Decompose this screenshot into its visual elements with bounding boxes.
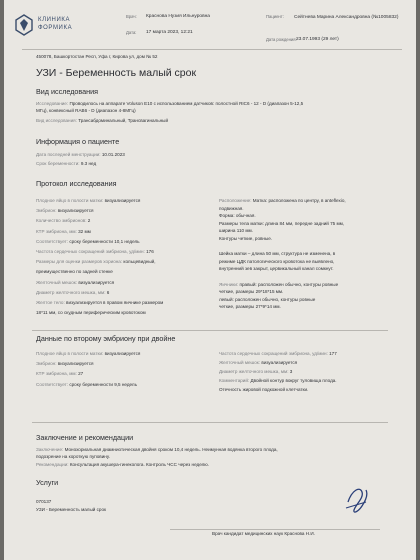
recommendation-label: Рекомендации: (36, 462, 69, 467)
row-value: внутренний зев закрыт, цервикальный канал сомкнут. (219, 266, 334, 272)
data-row (219, 228, 253, 234)
row-value: левый: расположен обычно, контуры ровные (219, 296, 316, 302)
section-patient-info: Информация о пациенте (36, 137, 120, 146)
row-value: 3 (289, 369, 293, 374)
row-value: 6 (106, 289, 110, 295)
row-label: Количество эмбрионов: (36, 218, 87, 224)
row-label: Желтое тело: (36, 300, 65, 305)
data-row (36, 371, 83, 377)
doctor-label: Врач: (126, 14, 137, 19)
conclusion-value: Монохориальная диамниотическая двойня сроком 10,4 недель. Неимунная водянка второго плода, (64, 447, 278, 452)
data-row (219, 360, 297, 366)
row-value: преимущественно по задней стенке (36, 269, 113, 275)
date-label: Дата: (126, 30, 137, 35)
data-row (36, 229, 91, 235)
recommendation-row (36, 462, 209, 468)
row-value: визуализируется в правом яичнике размером (66, 300, 164, 305)
data-row (219, 236, 272, 242)
divider-second-embryo (32, 330, 388, 331)
data-row (219, 369, 292, 375)
logo-mark-icon (14, 14, 34, 36)
gestation-value: 9.3 нед (80, 161, 97, 166)
report-header (4, 0, 416, 50)
lmp-value: 10.01.2023 (101, 152, 125, 157)
data-row (219, 213, 256, 219)
study-device-row (36, 101, 388, 107)
signature-caption: Врач кандидат медицинских наук Краснова Н.И. (212, 531, 315, 536)
row-label: Соответствует: (36, 381, 69, 387)
header-divider (22, 49, 402, 50)
conclusion-row (36, 447, 388, 453)
row-value: Размеры тела матки: длина 84 мм, передне задний 75 мм, (219, 220, 345, 226)
row-value: визуализируется (261, 360, 298, 365)
study-kind-value: Трансабдоминальный, Трансвагинальный (78, 118, 169, 123)
row-value: 32 мм (78, 228, 91, 234)
data-row (219, 251, 335, 257)
conclusion-label: Заключение: (36, 447, 64, 452)
service-name: УЗИ - Беременность малый срок (36, 507, 107, 512)
section-conclusion: Заключение и рекомендации (36, 433, 134, 442)
row-value: Матка: расположена по центру, в anteflexio, (252, 198, 346, 203)
data-row (219, 198, 346, 204)
signature-line (170, 529, 380, 530)
row-value: визуализируется (57, 361, 94, 367)
row-label: Частота сердечных сокращений эмбриона, уд/мин: (36, 249, 145, 254)
row-label: Частота сердечных сокращений эмбриона, уд/мин: (219, 351, 328, 356)
service-code: 070137 (36, 499, 52, 504)
data-row (36, 269, 113, 275)
data-row (219, 297, 315, 303)
section-services: Услуги (36, 478, 59, 487)
data-row (219, 282, 338, 288)
row-label: Плодное яйцо в полости матки: (36, 198, 104, 203)
patient-label: Пациент: (266, 14, 284, 19)
row-value: четкие, размеры 29*18*15 мм. (219, 289, 284, 295)
patient-dob: 23.07.1993 (29 лет) (296, 37, 339, 42)
row-label: Соответствует: (36, 238, 69, 244)
patient-name: Сейтнева Марина Александровна (№1005832) (294, 15, 399, 20)
lmp-row (36, 152, 125, 158)
study-kind-label: Вид исследования: (36, 118, 77, 123)
row-value: правый: расположен обычно, контуры ровные (239, 281, 339, 287)
row-value: 176 (146, 249, 154, 254)
row-label: КТР эмбриона, мм: (36, 228, 77, 234)
data-row (36, 208, 94, 214)
data-row (36, 300, 163, 306)
row-value: сроку беременности 9,5 недель (69, 381, 138, 387)
row-value: визуализируется (57, 208, 94, 214)
visit-date: 17 марта 2023, 12:21 (146, 30, 193, 35)
row-value: визуализируется (104, 351, 141, 356)
doctor-name: Краснова Нузия Ильнуровна (146, 14, 210, 19)
data-row (36, 310, 146, 316)
row-value: Шейка матки – длина 50 мм, структура не изменена, в (219, 251, 336, 257)
data-row (219, 259, 334, 265)
lmp-label: Дата последней менструации: (36, 152, 101, 157)
data-row (36, 382, 137, 388)
clinic-address: 450078, Башкортостан Респ, Уфа г, Кирова ул, дом № 52 (36, 54, 158, 59)
dob-label: Дата рождения: (266, 37, 297, 42)
row-label: Размеры для оценки размеров хориона: (36, 259, 123, 265)
data-row (219, 351, 337, 357)
row-label: Желточный мешок: (36, 279, 78, 285)
section-protocol: Протокол исследования (36, 179, 117, 188)
data-row (219, 266, 334, 272)
row-value: четкие, размеры 27*9*14 мм. (219, 304, 281, 310)
row-value: подвижная. (219, 205, 244, 211)
data-row (219, 378, 337, 384)
study-device-label: Исследование: (36, 101, 69, 106)
data-row (219, 206, 244, 212)
row-value: Двойной контур вокруг туловища плода. (250, 378, 337, 383)
row-value: сроку беременности 10,1 недель (69, 238, 140, 244)
row-value: 18*11 мм, со скудным периферическим кровотоком (36, 310, 146, 316)
row-label: КТР эмбриона, мм: (36, 371, 77, 377)
data-row (36, 218, 90, 224)
data-row (36, 249, 154, 255)
report-page (4, 0, 416, 560)
data-row (36, 259, 156, 265)
row-value: 2 (87, 218, 91, 224)
row-label: Эмбрион: (36, 208, 57, 214)
data-row (219, 221, 344, 227)
section-study-type: Вид исследования (36, 87, 99, 96)
clinic-logo (14, 12, 84, 40)
row-value: кольцевидный, (123, 259, 156, 265)
data-row (36, 280, 114, 286)
data-row (36, 198, 140, 204)
data-row (36, 290, 109, 296)
data-row (219, 387, 308, 393)
divider-conclusion (32, 422, 388, 423)
data-row (36, 361, 94, 367)
doctor-signature (342, 482, 372, 516)
row-value: 177 (329, 351, 337, 356)
row-label: Диаметр желточного мешка, мм: (219, 369, 289, 374)
row-value: визуализируется (104, 198, 141, 203)
row-label: Эмбрион: (36, 361, 57, 367)
row-label: Расположение: (219, 198, 252, 203)
row-label: Яичники: (219, 281, 239, 287)
row-value: Контуры четкие, ровные. (219, 236, 273, 241)
data-row (219, 289, 283, 295)
row-label: Комментарий: (219, 378, 250, 383)
row-value: 27 (78, 371, 84, 377)
gestation-label: Срок беременности: (36, 161, 80, 166)
study-device-cont: МГц), конвексный RAB6 - D (диапазон 4-8МГц) (36, 108, 136, 113)
row-value: визуализируется (78, 279, 115, 285)
row-value: Отечность жировой подкожной клетчатки. (219, 387, 309, 392)
study-kind-row (36, 118, 168, 124)
row-value: Форма: обычная. (219, 213, 256, 219)
data-row (36, 351, 140, 357)
row-value: режиме ЦДК патологического кровотока не выявлено, (219, 258, 335, 264)
clinic-logo-text: КЛИНИКА ФОРМИКА (38, 17, 73, 31)
data-row (219, 304, 281, 310)
row-label: Плодное яйцо в полости матки: (36, 351, 104, 356)
gestation-row (36, 161, 96, 167)
row-label: Желточный мешок: (219, 360, 261, 365)
row-label: Диаметр желточного мешка, мм: (36, 289, 106, 295)
page-title: УЗИ - Беременность малый срок (36, 67, 197, 79)
study-device-value: Проводилось на аппарате Voluson E10 с использованием датчиков: полостной RIC6 - 12 - D (диапазон 5-12,5 (69, 101, 304, 106)
row-value: ширина 110 мм. (219, 228, 253, 234)
conclusion-cont: подозрение на короткую пуповину. (36, 454, 110, 459)
section-second-embryo: Данные по второму эмбриону при двойне (36, 334, 176, 343)
recommendation-value: Консультация акушера-гинеколога. Контроль ЧСС через неделю. (69, 462, 210, 467)
data-row (36, 239, 140, 245)
